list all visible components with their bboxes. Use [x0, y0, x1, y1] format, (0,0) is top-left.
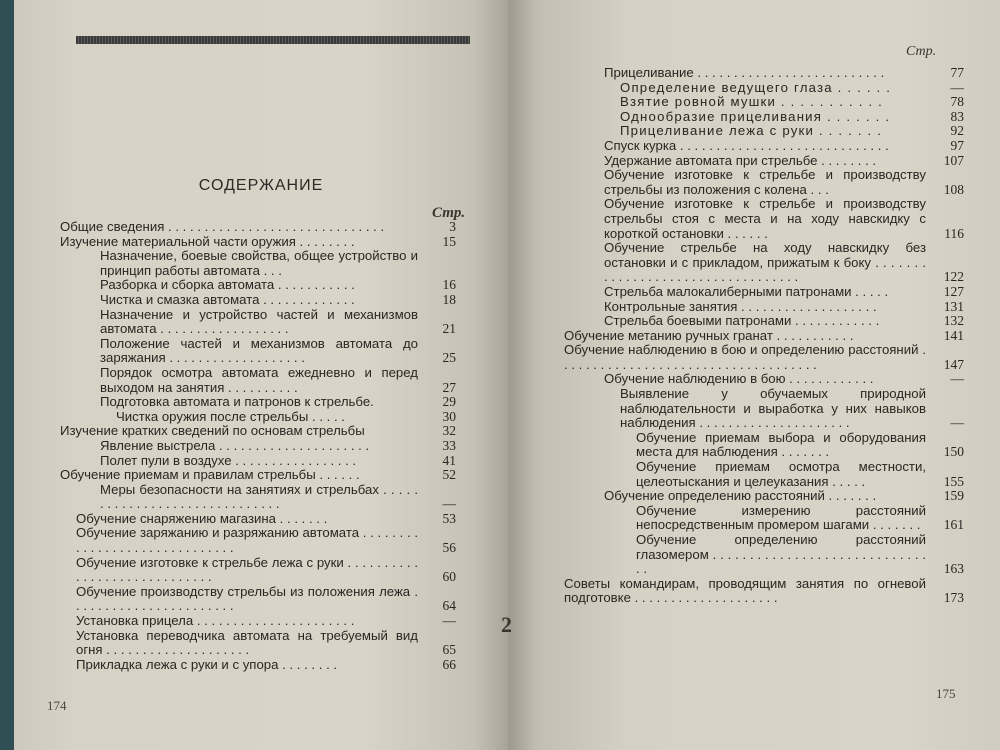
toc-entry-page: — — [442, 613, 456, 629]
toc-entry-page: 127 — [943, 283, 964, 299]
toc-entry-page: 30 — [442, 408, 456, 424]
toc-entry-title: Определение ведущего глаза . . . . . . — [620, 80, 892, 95]
toc-entry — [60, 220, 456, 235]
toc-entry-page: 65 — [442, 642, 456, 658]
toc-entry-title: Назначение, боевые свойства, общее устройство и принцип работы автомата . . . — [100, 249, 418, 278]
toc-entry-title: Полет пули в воздухе . . . . . . . . . . . . . . . . . — [100, 453, 357, 468]
toc-entry-page: 21 — [442, 321, 456, 337]
toc-entry — [564, 154, 964, 169]
toc-entry-page: — — [950, 79, 964, 95]
right-page — [508, 0, 1000, 750]
toc-entry — [564, 431, 964, 460]
toc-entry-page: 32 — [442, 423, 456, 439]
toc-entry-title: Обучение снаряжению магазина . . . . . . . — [76, 511, 328, 526]
toc-entry-page: — — [442, 496, 456, 512]
toc-entry-title: Изучение кратких сведений по основам стрельбы — [60, 424, 365, 439]
toc-entry-title: Обучение производству стрельбы из положения лежа . . . . . . . . . . . . . . . . . . . . . . . — [76, 584, 418, 614]
toc-entry-title: Обучение изготовке к стрельбе и производству стрельбы из положения с колена . . . — [604, 168, 926, 197]
toc-entry — [60, 556, 456, 585]
toc-entry — [60, 614, 456, 629]
toc-entry — [60, 278, 456, 293]
page-number-left: 174 — [47, 698, 67, 713]
toc-entry-title: Удержание автомата при стрельбе . . . . . . . . — [604, 153, 877, 168]
toc-list-right — [564, 66, 964, 606]
toc-entry-page: 97 — [950, 137, 964, 153]
toc-entry-title: Обучение изготовке к стрельбе лежа с руки . . . . . . . . . . . . . . . . . . . . . . . . . . . . . — [76, 555, 418, 585]
toc-entry-title: Изучение материальной части оружия . . . . . . . . — [60, 234, 355, 249]
toc-entry-title: Обучение заряжанию и разряжанию автомата . . . . . . . . . . . . . . . . . . . . . . . . . . . . . . — [76, 526, 418, 556]
toc-entry-title: Разборка и сборка автомата . . . . . . . . . . . — [100, 278, 355, 293]
toc-entry-page: 33 — [442, 437, 456, 453]
toc-entry — [564, 110, 964, 125]
toc-entry-page: 116 — [944, 225, 964, 241]
toc-entry-page: 141 — [943, 327, 964, 343]
toc-entry — [564, 197, 964, 241]
toc-entry-page: 131 — [943, 298, 964, 314]
toc-entry-title: Прицеливание лежа с руки . . . . . . . — [620, 124, 883, 139]
toc-entry — [60, 454, 456, 469]
top-rule-ornament — [76, 36, 470, 44]
toc-entry-page: 163 — [943, 561, 964, 577]
toc-entry-page: 173 — [943, 590, 964, 606]
toc-entry — [564, 168, 964, 197]
toc-entry — [564, 504, 964, 533]
toc-entry-title: Однообразие прицеливания . . . . . . . — [620, 109, 891, 124]
toc-entry-page: 66 — [442, 656, 456, 672]
toc-entry-title: Явление выстрела . . . . . . . . . . . . . . . . . . . . . — [100, 438, 370, 453]
toc-entry-title: Установка прицела . . . . . . . . . . . . . . . . . . . . . . — [76, 614, 355, 629]
toc-entry — [60, 395, 456, 410]
toc-entry-page: 159 — [943, 488, 964, 504]
page-column-heading: Стр. — [906, 44, 937, 59]
toc-entry-page: 132 — [943, 313, 964, 329]
toc-entry-title: Советы командирам, проводящим занятия по огневой подготовке . . . . . . . . . . . . . . . . . . . . — [564, 576, 926, 606]
toc-entry-title: Обучение определению расстояний глазомером . . . . . . . . . . . . . . . . . . . . . . . . . . . . . . . — [636, 533, 926, 577]
toc-entry-page: — — [950, 371, 964, 387]
toc-entry — [564, 95, 964, 110]
toc-entry — [564, 285, 964, 300]
toc-entry-title: Меры безопасности на занятиях и стрельбах . . . . . . . . . . . . . . . . . . . . . . . . . . . . . . — [100, 482, 418, 512]
toc-entry-title: Взятие ровной мушки . . . . . . . . . . . — [620, 95, 884, 110]
toc-entry — [564, 533, 964, 577]
toc-entry-title: Чистка и смазка автомата . . . . . . . . . . . . . — [100, 292, 355, 307]
toc-entry-title: Обучение приемам осмотра местности, целеотыскания и целеуказания . . . . . — [636, 460, 926, 489]
toc-entry — [60, 629, 456, 658]
toc-entry — [564, 489, 964, 504]
toc-list-left — [60, 220, 456, 672]
toc-entry-page: 25 — [442, 350, 456, 366]
toc-entry-title: Контрольные занятия . . . . . . . . . . . . . . . . . . . — [604, 299, 877, 314]
toc-entry — [60, 235, 456, 250]
toc-entry — [60, 512, 456, 527]
toc-entry-title: Обучение определению расстояний . . . . . . . — [604, 489, 877, 504]
toc-entry — [564, 329, 964, 344]
toc-entry — [60, 585, 456, 614]
toc-entry-title: Подготовка автомата и патронов к стрельбе. — [100, 395, 374, 410]
toc-entry — [60, 308, 456, 337]
toc-entry — [60, 483, 456, 512]
toc-entry-page: 108 — [943, 181, 964, 197]
toc-entry-page: 64 — [442, 598, 456, 614]
toc-entry-title: Обучение изготовке к стрельбе и производству стрельбы стоя с места и на ходу навскидку с короткой остановки . . . . . . — [604, 197, 926, 241]
toc-entry — [60, 410, 456, 425]
toc-entry — [564, 577, 964, 606]
toc-entry — [60, 439, 456, 454]
toc-entry-title: Выявление у обучаемых природной наблюдательности и выработка у них навыков наблюдения . . . . . . . . . . . . . . . . . . . . . — [620, 387, 926, 431]
left-page — [14, 0, 508, 750]
toc-entry-title: Стрельба боевыми патронами . . . . . . . . . . . . — [604, 314, 880, 329]
toc-entry-page: 77 — [950, 65, 964, 80]
toc-entry-title: Установка переводчика автомата на требуемый вид огня . . . . . . . . . . . . . . . . . . . . — [76, 628, 418, 658]
toc-entry-page: 147 — [943, 356, 964, 372]
toc-entry — [564, 66, 964, 81]
toc-entry — [564, 241, 964, 285]
toc-entry — [60, 366, 456, 395]
toc-entry-page: 27 — [442, 379, 456, 395]
toc-entry-title: Обучение метанию ручных гранат . . . . . . . . . . . — [564, 328, 854, 343]
toc-entry-title: Положение частей и механизмов автомата до заряжания . . . . . . . . . . . . . . . . . . . — [100, 336, 418, 366]
toc-entry-title: Обучение наблюдению в бою и определению расстояний . . . . . . . . . . . . . . . . . . . . . . . . . . . . . . . . . . . . — [564, 343, 926, 372]
toc-entry — [564, 124, 964, 139]
bleed-through-mark: 2 — [501, 612, 512, 637]
contents-heading: СОДЕРЖАНИЕ — [198, 177, 324, 194]
toc-entry — [60, 249, 456, 278]
toc-entry — [564, 300, 964, 315]
toc-entry-page: 155 — [943, 473, 964, 489]
toc-entry — [564, 460, 964, 489]
toc-entry-page: 41 — [442, 452, 456, 468]
toc-entry-title: Обучение приемам и правилам стрельбы . . . . . . — [60, 468, 360, 483]
toc-entry — [564, 81, 964, 96]
toc-entry-page: 60 — [442, 569, 456, 585]
toc-entry — [60, 658, 456, 673]
toc-entry-page: 16 — [442, 277, 456, 293]
page-number-right: 175 — [936, 686, 956, 701]
toc-entry-title: Обучение наблюдению в бою . . . . . . . . . . . . — [604, 372, 874, 387]
toc-entry — [60, 293, 456, 308]
toc-entry-page: 53 — [442, 510, 456, 526]
toc-entry-page: 107 — [943, 152, 964, 168]
toc-entry — [564, 343, 964, 372]
toc-entry-page: 15 — [442, 233, 456, 249]
toc-entry-page: 18 — [442, 291, 456, 307]
toc-entry-title: Порядок осмотра автомата ежедневно и перед выходом на занятия . . . . . . . . . . — [100, 365, 418, 395]
toc-entry-page: 3 — [449, 219, 456, 234]
page-column-heading: Стр. — [432, 205, 466, 221]
toc-entry-title: Обучение измерению расстояний непосредственным промером шагами . . . . . . . — [636, 503, 926, 533]
toc-entry-page: 122 — [943, 269, 964, 285]
toc-entry-page: 150 — [943, 444, 964, 460]
toc-entry — [564, 314, 964, 329]
toc-entry-page: 56 — [442, 540, 456, 556]
toc-entry-page: 52 — [442, 467, 456, 483]
toc-entry-title: Прикладка лежа с руки и с упора . . . . . . . . — [76, 657, 338, 672]
toc-entry-page: 29 — [442, 394, 456, 410]
toc-entry — [60, 468, 456, 483]
toc-entry — [564, 372, 964, 387]
toc-entry — [564, 387, 964, 431]
toc-entry-title: Стрельба малокалиберными патронами . . . . . — [604, 284, 889, 299]
toc-entry-title: Спуск курка . . . . . . . . . . . . . . . . . . . . . . . . . . . . . — [604, 138, 889, 153]
toc-entry-title: Обучение приемам выбора и оборудования места для наблюдения . . . . . . . — [636, 430, 926, 460]
toc-entry-title: Обучение стрельбе на ходу навскидку без остановки и с прикладом, прижатым к боку . . . . . . . . . . . . . . . . . . . . . . . . . . . . . . . . . . — [604, 241, 926, 285]
toc-entry-title: Назначение и устройство частей и механизмов автомата . . . . . . . . . . . . . . . . . . — [100, 307, 418, 337]
toc-entry — [564, 139, 964, 154]
toc-entry-page: 92 — [950, 123, 964, 139]
toc-entry — [60, 337, 456, 366]
toc-entry-page: 83 — [950, 108, 964, 124]
toc-entry-page: 161 — [943, 517, 964, 533]
toc-entry-page: 78 — [950, 94, 964, 110]
toc-entry-page: — — [950, 415, 964, 431]
toc-entry — [60, 526, 456, 555]
toc-entry-title: Чистка оружия после стрельбы . . . . . — [116, 409, 345, 424]
toc-entry-title: Общие сведения . . . . . . . . . . . . . . . . . . . . . . . . . . . . . . — [60, 220, 385, 234]
toc-entry-title: Прицеливание . . . . . . . . . . . . . . . . . . . . . . . . . . — [604, 66, 885, 80]
toc-entry — [60, 424, 456, 439]
